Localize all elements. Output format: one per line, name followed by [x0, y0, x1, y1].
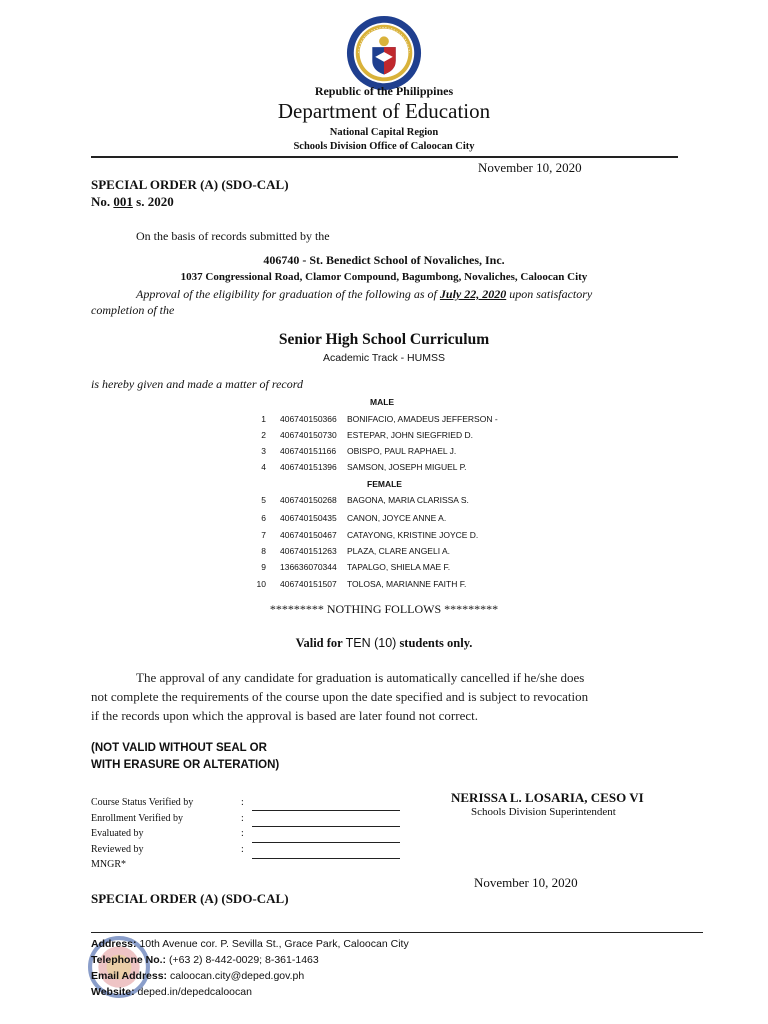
colon: : — [241, 813, 244, 824]
deped-seal-logo — [345, 14, 423, 92]
footer-email — [91, 970, 304, 982]
footer-website — [91, 986, 252, 998]
curriculum-track: Academic Track - HUMSS — [323, 352, 445, 364]
second-date: November 10, 2020 — [474, 875, 578, 890]
colon: : — [241, 828, 244, 839]
approval-line — [136, 287, 592, 302]
approval-part3: completion of the — [91, 303, 175, 317]
address-value: 10th Avenue cor. P. Sevilla St., Grace Park, Caloocan City — [139, 938, 409, 950]
reviewed-label: Reviewed by — [91, 844, 144, 855]
address-label: Address: — [91, 938, 137, 950]
signatory-name: NERISSA L. LOSARIA, CESO VI — [451, 790, 644, 805]
enrollment-label: Enrollment Verified by — [91, 813, 184, 824]
email-label: Email Address: — [91, 970, 168, 982]
male-heading: MALE — [370, 397, 395, 407]
female-heading: FEMALE — [367, 479, 402, 489]
telephone-label: Telephone No.: — [91, 954, 167, 966]
reviewed-line — [252, 858, 400, 859]
footer-address — [91, 938, 409, 950]
signatory-title: Schools Division Superintendent — [471, 806, 616, 818]
school-name: 406740 - St. Benedict School of Novaliches, Inc. — [263, 253, 505, 267]
cancellation-line1: The approval of any candidate for graduation is automatically cancelled if he/she does — [136, 670, 585, 685]
header-divider — [91, 156, 678, 158]
website-label: Website: — [91, 986, 135, 998]
mngr-label: MNGR* — [91, 859, 127, 870]
order-no-prefix: No. — [91, 194, 111, 209]
email-link[interactable]: caloocan.city@deped.gov.ph — [169, 970, 305, 982]
order-title: SPECIAL ORDER (A) (SDO-CAL) — [91, 177, 289, 192]
cancellation-line2: not complete the requirements of the course upon the date specified and is subject to revocation — [91, 689, 589, 704]
nothing-follows: ********* NOTHING FOLLOWS ********* — [269, 602, 499, 616]
order-number — [91, 194, 174, 210]
order-no-suffix: s. 2020 — [136, 194, 174, 209]
record-text: is hereby given and made a matter of record — [91, 377, 303, 391]
course-status-line — [252, 810, 400, 811]
school-address: 1037 Congressional Road, Clamor Compound, Bagumbong, Novaliches, Caloocan City — [180, 271, 588, 283]
notice-line1: (NOT VALID WITHOUT SEAL OR — [91, 742, 267, 754]
enrollment-line — [252, 826, 400, 827]
cancellation-line3: if the records upon which the approval is based are later found not correct. — [91, 708, 478, 723]
valid-prefix: Valid for — [295, 636, 346, 650]
order-no-number: 001 — [113, 194, 133, 209]
evaluated-line — [252, 842, 400, 843]
region-text: National Capital Region — [329, 127, 439, 138]
valid-count: TEN (10) — [345, 636, 397, 650]
intro-text: On the basis of records submitted by the — [136, 229, 330, 243]
footer-divider — [91, 932, 703, 933]
division-text: Schools Division Office of Caloocan City — [293, 141, 475, 152]
evaluated-label: Evaluated by — [91, 828, 144, 839]
notice-line2: WITH ERASURE OR ALTERATION) — [91, 759, 280, 771]
footer-telephone — [91, 954, 319, 966]
approval-date: July 22, 2020 — [439, 287, 507, 301]
department-title: Department of Education — [277, 99, 491, 123]
republic-text: Republic of the Philippines — [314, 84, 454, 98]
colon: : — [241, 797, 244, 808]
course-status-label: Course Status Verified by — [91, 797, 194, 808]
curriculum-title: Senior High School Curriculum — [278, 331, 490, 348]
valid-suffix: students only. — [396, 636, 473, 650]
order-date: November 10, 2020 — [478, 160, 582, 175]
approval-part2: upon satisfactory — [506, 287, 593, 301]
valid-notice — [0, 636, 768, 651]
approval-part1: Approval of the eligibility for graduation of the following as of — [136, 287, 440, 301]
colon: : — [241, 844, 244, 855]
website-link[interactable]: deped.in/depedcaloocan — [137, 986, 252, 998]
second-order-title: SPECIAL ORDER (A) (SDO-CAL) — [91, 891, 289, 906]
telephone-value: (+63 2) 8-442-0029; 8-361-1463 — [168, 954, 319, 966]
